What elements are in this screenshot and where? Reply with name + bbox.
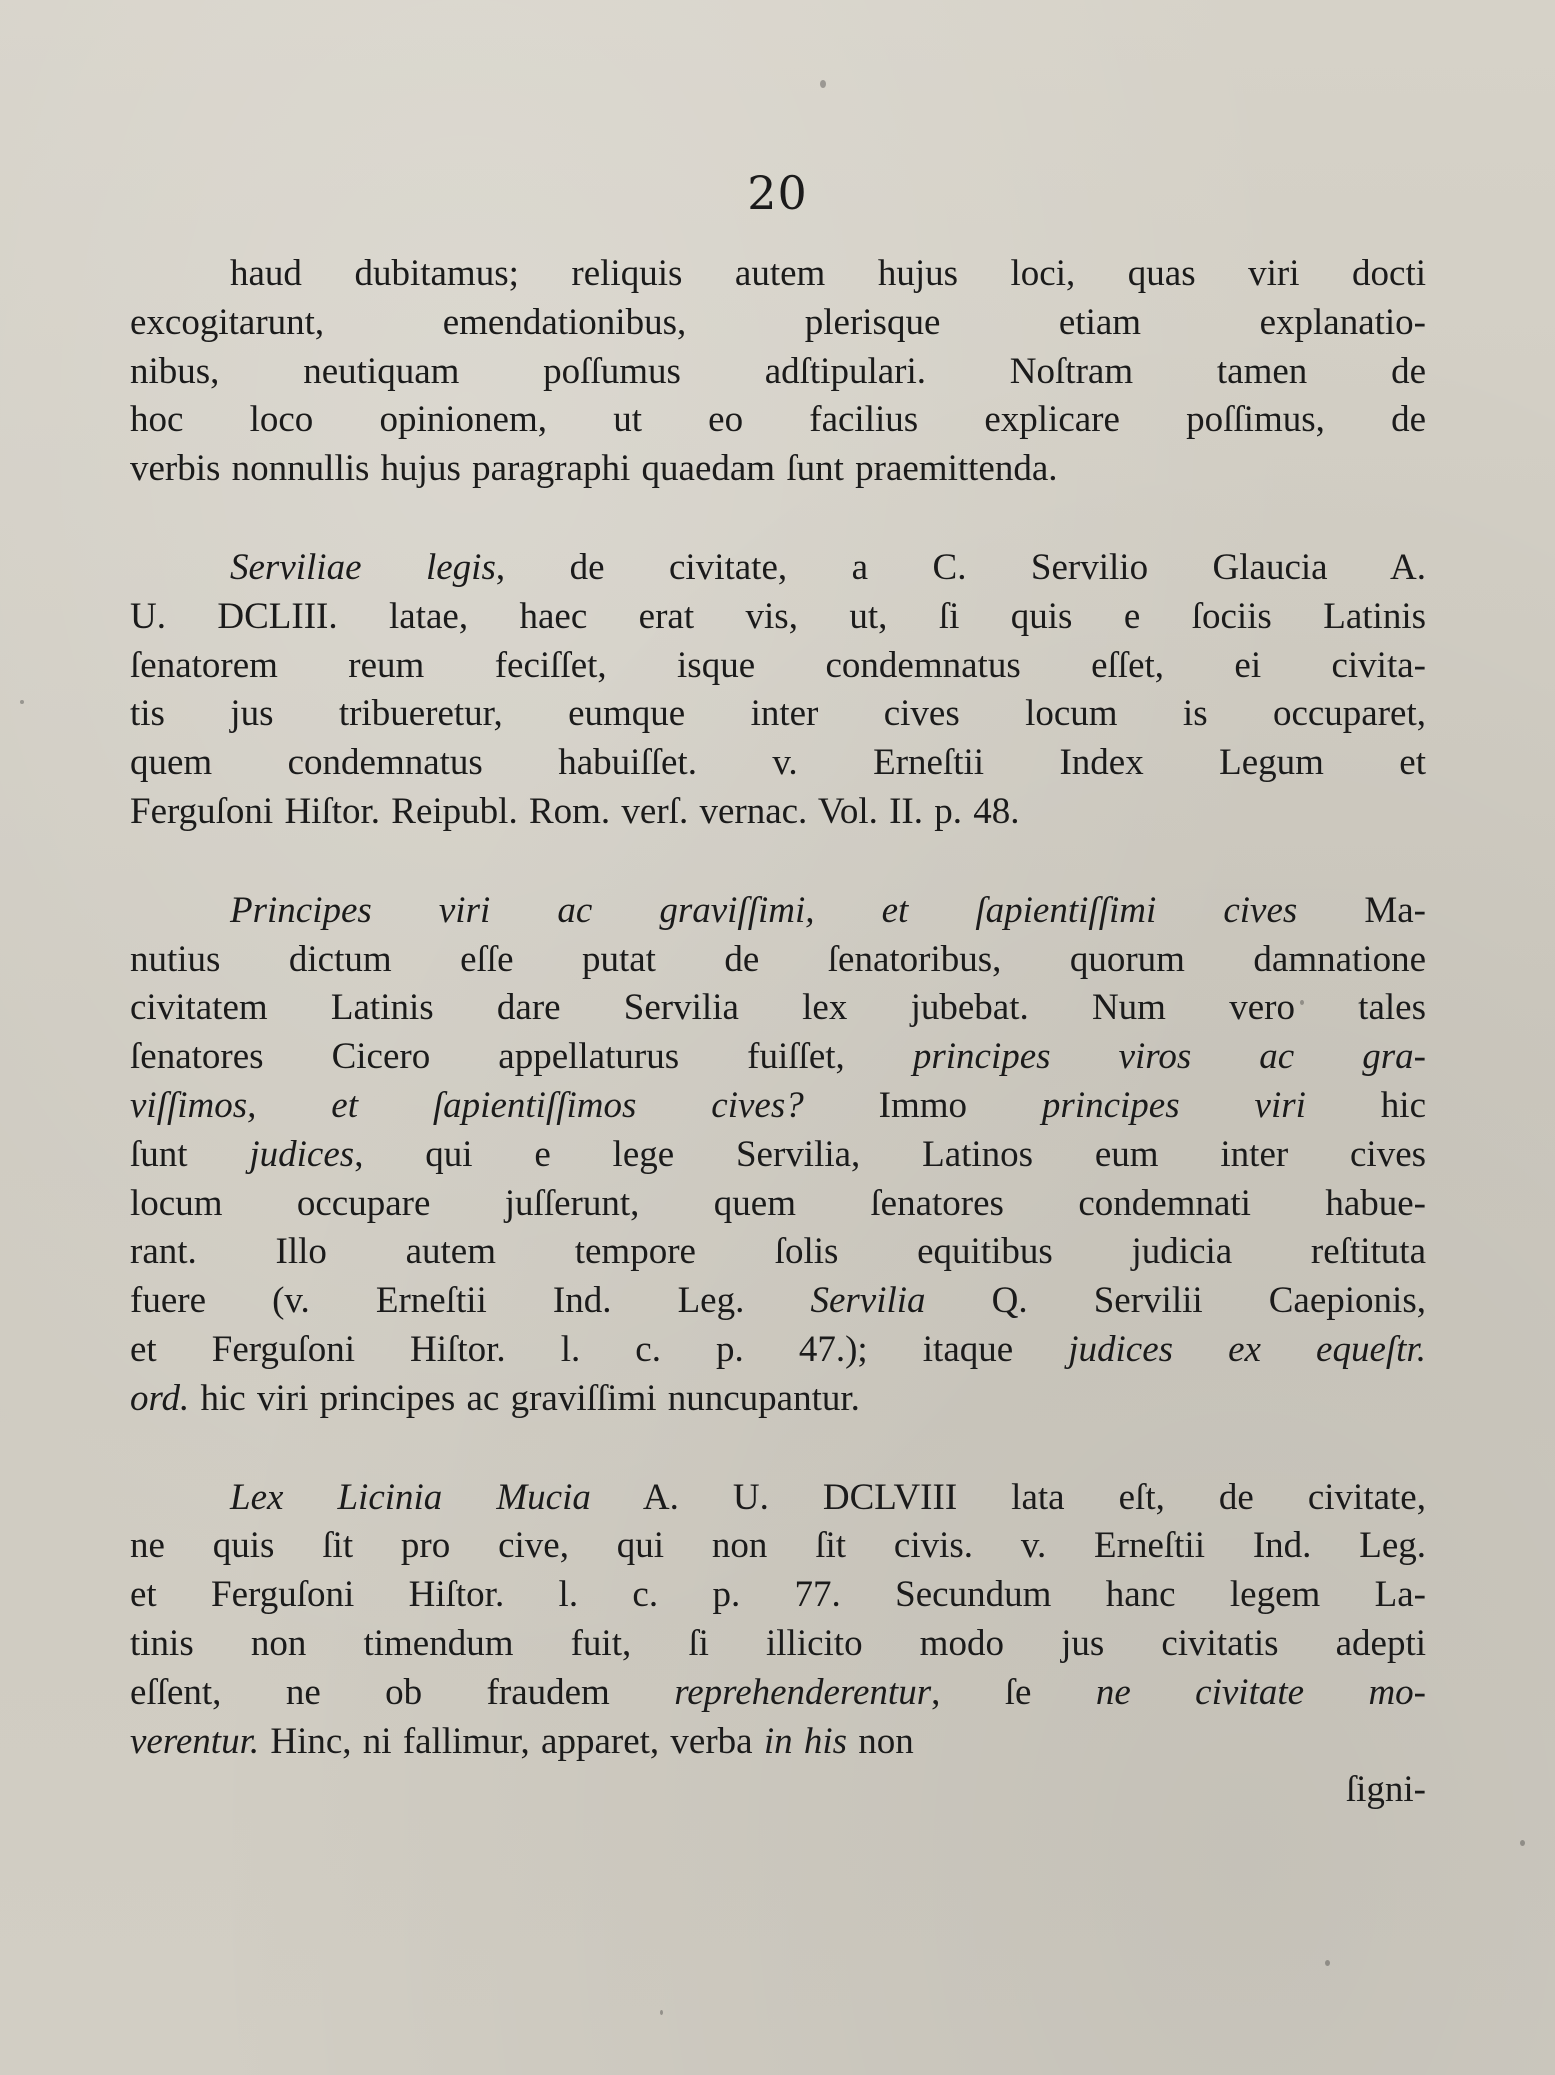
text-line [130,1474,1426,1523]
paragraph-4 [130,1474,1426,1767]
roman-text: fuere (v. Erneſtii Ind. Leg. [130,1280,811,1322]
text-line [130,1669,1426,1718]
italic-text: principes viros ac gra- [912,1036,1426,1078]
italic-text: judices [249,1133,355,1175]
roman-text: non [847,1720,914,1762]
text-line [130,984,1426,1033]
roman-text: hic viri principes ac graviſſimi nuncupantur. [189,1377,860,1419]
roman-text: U. DCLIII. latae, haec erat vis, ut, ſi quis e ſociis Latinis [130,595,1426,637]
text-line [130,1718,1426,1767]
italic-text: ne civitate mo- [1095,1671,1426,1713]
roman-text: rant. Illo autem tempore ſolis equitibus judicia reſtituta [130,1231,1426,1273]
roman-text: ſunt [130,1133,250,1175]
italic-text: in his [763,1720,848,1762]
text-line [130,1131,1426,1180]
roman-text: verbis nonnullis hujus paragraphi quaedam ſunt praemittenda. [130,448,1058,490]
italic-text: Lex Licinia Mucia [230,1476,591,1518]
italic-text: Servilia [810,1280,926,1322]
text-line [130,299,1426,348]
italic-text: judices ex equeſtr. [1068,1328,1426,1370]
roman-text: Q. Servilii Caepionis, [925,1280,1426,1322]
roman-text: et Ferguſoni Hiſtor. l. c. p. 47.); itaque [130,1328,1069,1370]
roman-text: , ſe [931,1671,1096,1713]
roman-text: Immo [803,1084,1042,1126]
text-line [130,739,1426,788]
roman-text: eſſent, ne ob fraudem [130,1671,675,1713]
text-line [130,544,1426,593]
text-line [130,1571,1426,1620]
text-line [130,887,1426,936]
text-line [130,1180,1426,1229]
text-line [130,690,1426,739]
catchword: ſigni- [1345,1769,1426,1811]
text-line [130,1082,1426,1131]
roman-text: ne quis ſit pro cive, qui non ſit civis. v. Erneſtii Ind. Leg. [130,1525,1426,1567]
italic-text: ord. [130,1377,190,1419]
roman-text: quem condemnatus habuiſſet. v. Erneſtii Index Legum et [130,742,1426,784]
paragraph-3 [130,887,1426,1424]
roman-text: et Ferguſoni Hiſtor. l. c. p. 77. Secundum hanc legem La- [130,1574,1426,1616]
body-text [130,250,1426,1815]
roman-text: ſenatores Cicero appellaturus fuiſſet, [130,1036,913,1078]
italic-text: Principes viri ac graviſſimi, et ſapientiſſimi cives [230,889,1298,931]
text-line [130,642,1426,691]
text-line [130,1522,1426,1571]
roman-text: , de civitate, a C. Servilio Glaucia A. [495,546,1427,588]
text-line [130,1326,1426,1375]
roman-text: hoc loco opinionem, ut eo facilius explicare poſſimus, de [130,399,1426,441]
roman-text: haud dubitamus; reliquis autem hujus loci, quas viri docti [230,253,1426,294]
roman-text: locum occupare juſſerunt, quem ſenatores condemnati habue- [130,1182,1426,1224]
roman-text: nutius dictum eſſe putat de ſenatoribus, quorum damnatione [130,938,1426,980]
roman-text: Hinc, ni fallimur, apparet, verba [259,1720,764,1762]
text-line [130,593,1426,642]
text-line [130,1620,1426,1669]
roman-text: Ma- [1297,889,1426,931]
italic-text: Serviliae legis [230,546,496,588]
italic-text: reprehenderentur [674,1671,932,1713]
roman-text: tinis non timendum fuit, ſi illicito modo jus civitatis adepti [130,1622,1426,1664]
text-line [130,1375,1426,1424]
text-line [130,936,1426,985]
roman-text: tis jus tribueretur, eumque inter cives locum is occuparet, [130,693,1426,735]
text-line [130,250,1426,299]
paragraph-1 [130,250,1426,494]
roman-text: A. U. DCLVIII lata eſt, de civitate, [590,1476,1426,1518]
italic-text: principes viri [1041,1084,1306,1126]
text-line [130,788,1426,837]
italic-text: viſſimos, et ſapientiſſimos cives? [130,1084,804,1126]
roman-text: , qui e lege Servilia, Latinos eum inter cives [354,1133,1427,1175]
text-line [130,1033,1426,1082]
text-line [130,445,1426,494]
roman-text: hic [1305,1084,1427,1126]
text-line [130,1228,1426,1277]
roman-text: nibus, neutiquam poſſumus adſtipulari. Noſtram tamen de [130,350,1426,392]
text-line [130,348,1426,397]
paragraph-2 [130,544,1426,837]
page-number: 20 [747,166,808,220]
text-line [130,1277,1426,1326]
italic-text: verentur. [130,1720,260,1762]
roman-text: ſenatorem reum feciſſet, isque condemnatus eſſet, ei civita- [130,644,1426,686]
roman-text: excogitarunt, emendationibus, plerisque etiam explanatio- [130,301,1426,343]
roman-text: Ferguſoni Hiſtor. Reipubl. Rom. verſ. vernac. Vol. II. p. 48. [130,790,1020,832]
roman-text: civitatem Latinis dare Servilia lex jubebat. Num vero tales [130,987,1426,1029]
text-line [130,396,1426,445]
